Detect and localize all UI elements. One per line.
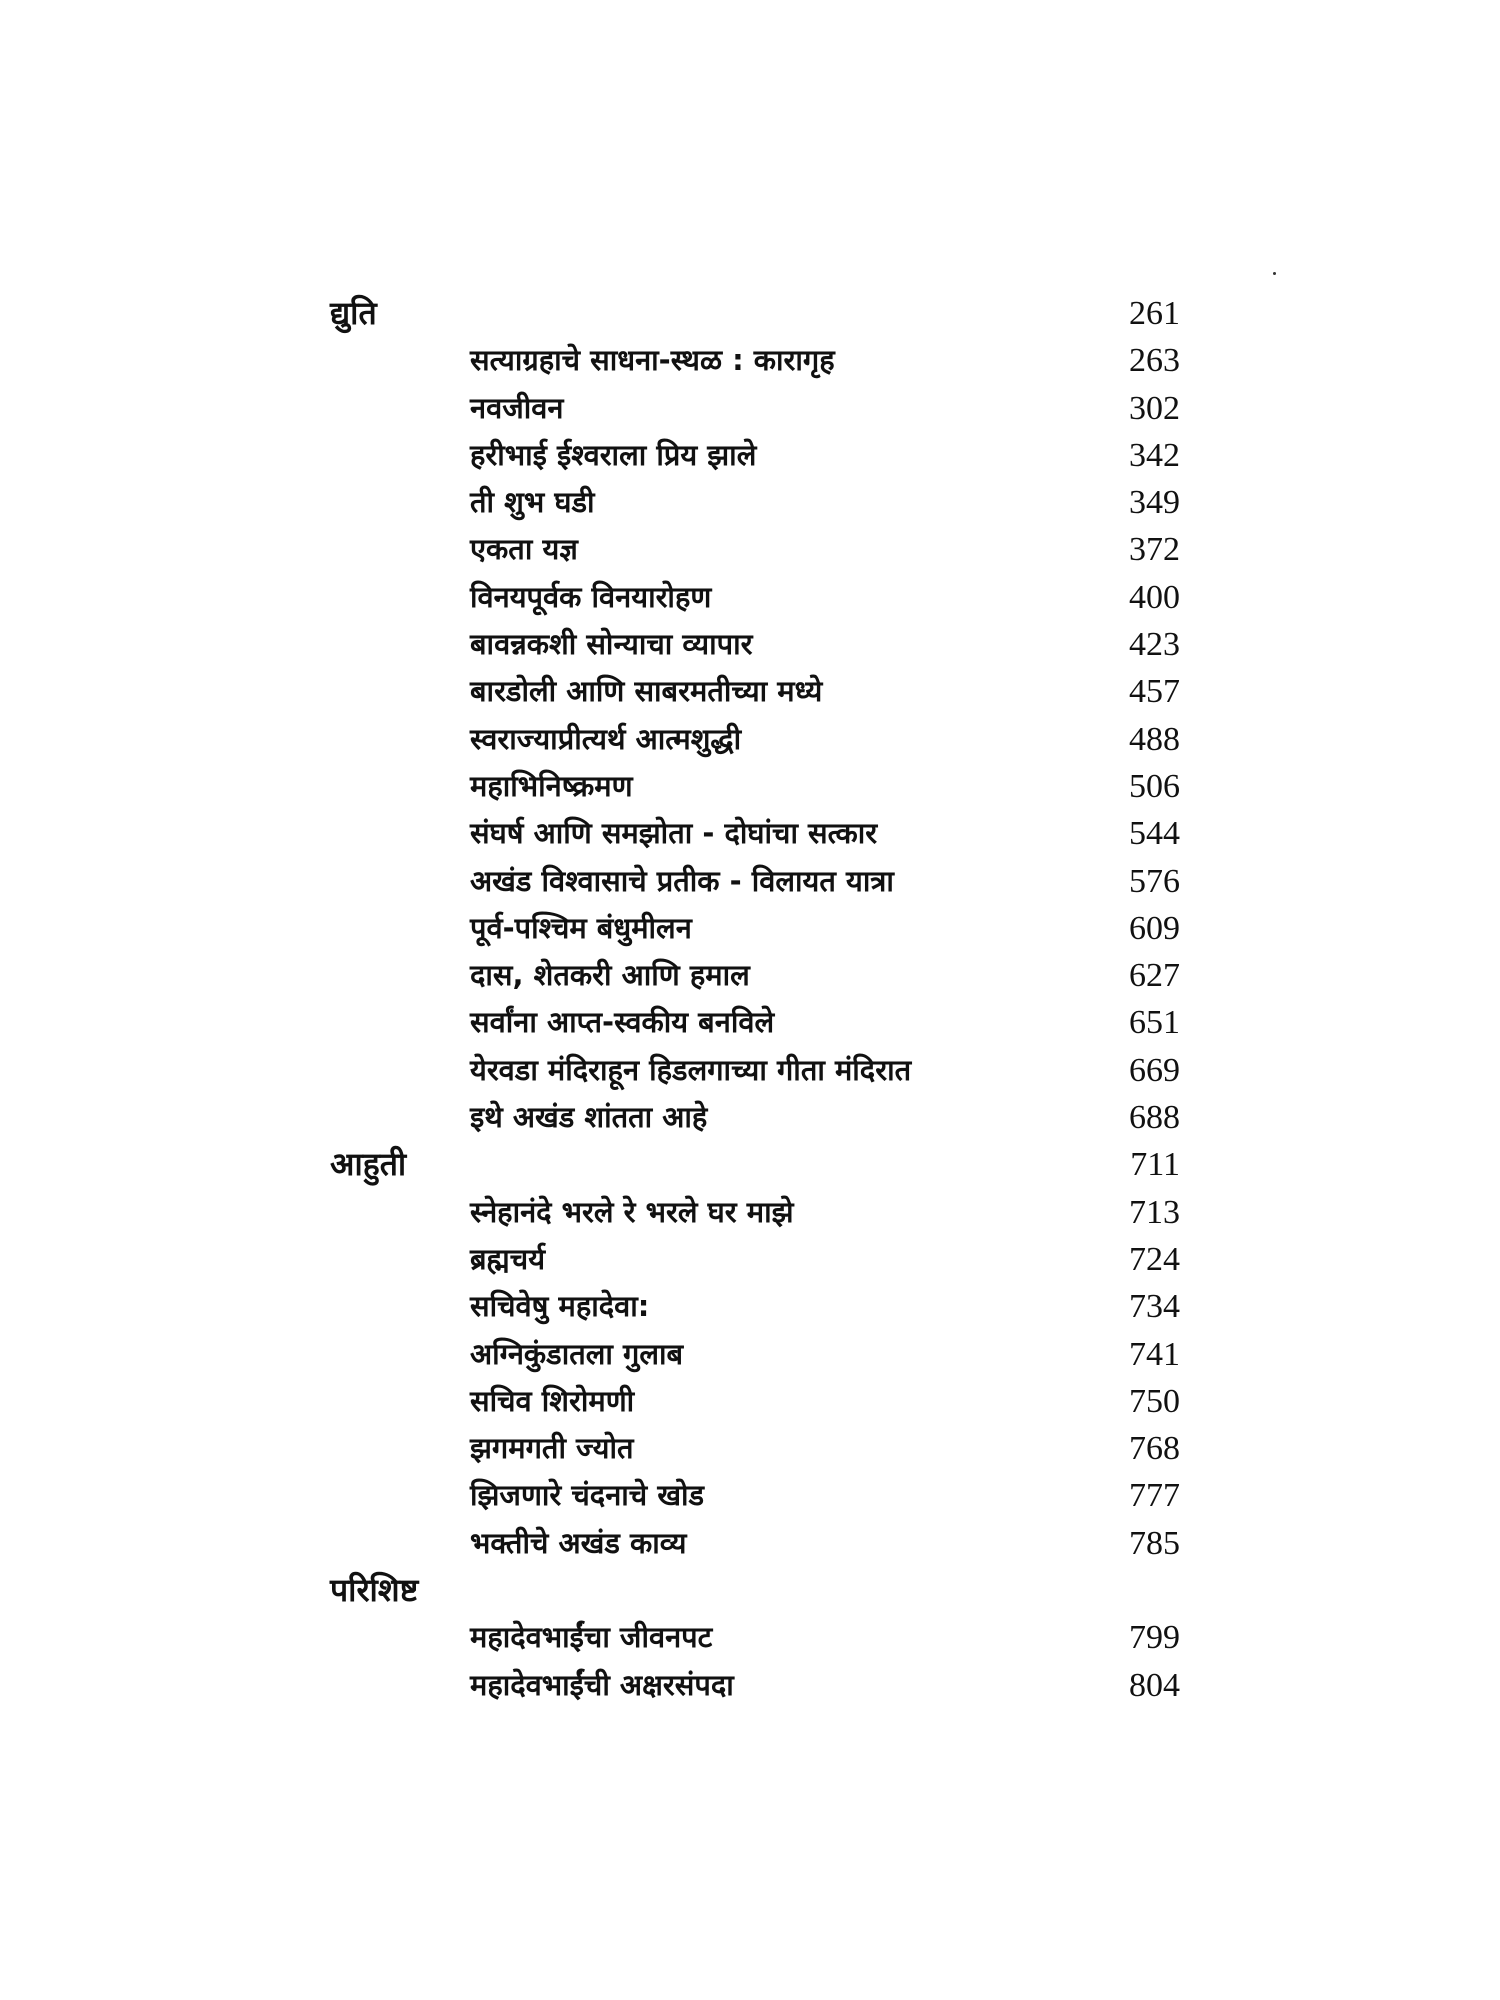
entry-page-number: 734 <box>1129 1288 1180 1326</box>
entry-page-number: 713 <box>1129 1193 1180 1231</box>
entry-title: भक्तीचे अखंड काव्य <box>470 1525 687 1560</box>
entry-title: महादेवभाईंची अक्षरसंपदा <box>470 1667 734 1702</box>
toc-entry <box>330 337 1180 384</box>
toc-entry <box>330 1425 1180 1472</box>
table-of-contents <box>330 290 1180 1709</box>
toc-entry <box>330 905 1180 952</box>
entry-page-number: 724 <box>1129 1240 1180 1278</box>
toc-entry <box>330 1189 1180 1236</box>
entry-title: स्वराज्याप्रीत्यर्थ आत्मशुद्धी <box>470 721 742 756</box>
entry-page-number: 302 <box>1129 389 1180 427</box>
toc-entry <box>330 574 1180 621</box>
entry-title: येरवडा मंदिराहून हिडलगाच्या गीता मंदिरात <box>470 1052 912 1087</box>
entry-page-number: 400 <box>1129 578 1180 616</box>
toc-entry <box>330 1472 1180 1519</box>
toc-entry <box>330 1520 1180 1567</box>
toc-entry <box>330 385 1180 432</box>
toc-entry <box>330 1662 1180 1709</box>
entry-title: महाभिनिष्क्रमण <box>470 768 633 803</box>
entry-page-number: 506 <box>1129 767 1180 805</box>
toc-entry <box>330 1378 1180 1425</box>
entry-page-number: 777 <box>1129 1477 1180 1515</box>
entry-title: झगमगती ज्योत <box>470 1431 634 1466</box>
toc-section-heading <box>330 290 1180 337</box>
entry-page-number: 804 <box>1129 1666 1180 1704</box>
entry-page-number: 349 <box>1129 484 1180 522</box>
entry-title: सचिव शिरोमणी <box>470 1383 635 1418</box>
entry-page-number: 651 <box>1129 1004 1180 1042</box>
toc-entry <box>330 999 1180 1046</box>
entry-page-number: 342 <box>1129 436 1180 474</box>
entry-page-number: 263 <box>1129 342 1180 380</box>
toc-entry <box>330 952 1180 999</box>
toc-entry <box>330 432 1180 479</box>
entry-page-number: 457 <box>1129 673 1180 711</box>
entry-title: सचिवेषु महादेवा: <box>470 1289 650 1324</box>
entry-page-number: 372 <box>1129 531 1180 569</box>
toc-entry <box>330 526 1180 573</box>
toc-section-heading <box>330 1567 1180 1614</box>
toc-entry <box>330 1236 1180 1283</box>
entry-page-number: 576 <box>1129 862 1180 900</box>
entry-title: पूर्व-पश्चिम बंधुमीलन <box>470 910 692 945</box>
entry-title: ब्रह्मचर्य <box>470 1241 546 1276</box>
entry-title: इथे अखंड शांतता आहे <box>470 1100 708 1135</box>
toc-entry <box>330 479 1180 526</box>
entry-page-number: 768 <box>1129 1430 1180 1468</box>
toc-entry <box>330 1614 1180 1661</box>
entry-title: हरीभाई ईश्वराला प्रिय झाले <box>470 437 757 472</box>
entry-title: एकता यज्ञ <box>470 532 578 567</box>
toc-entry <box>330 1331 1180 1378</box>
entry-title: स्नेहानंदे भरले रे भरले घर माझे <box>470 1194 794 1229</box>
section-title: परिशिष्ट <box>330 1571 419 1610</box>
toc-entry <box>330 1047 1180 1094</box>
section-page-number: 711 <box>1130 1146 1180 1184</box>
entry-title: नवजीवन <box>470 390 564 425</box>
toc-entry <box>330 668 1180 715</box>
entry-title: बारडोली आणि साबरमतीच्या मध्ये <box>470 674 823 709</box>
entry-page-number: 423 <box>1129 626 1180 664</box>
entry-page-number: 488 <box>1129 720 1180 758</box>
toc-entry <box>330 858 1180 905</box>
toc-entry <box>330 716 1180 763</box>
entry-title: संघर्ष आणि समझोता - दोघांचा सत्कार <box>470 816 878 851</box>
entry-page-number: 544 <box>1129 815 1180 853</box>
entry-title: सत्याग्रहाचे साधना-स्थळ : कारागृह <box>470 343 835 378</box>
entry-page-number: 609 <box>1129 909 1180 947</box>
toc-entry <box>330 763 1180 810</box>
entry-title: झिजणारे चंदनाचे खोड <box>470 1478 705 1513</box>
entry-page-number: 799 <box>1129 1619 1180 1657</box>
scan-speck <box>1273 272 1276 275</box>
section-title: आहुती <box>330 1145 407 1184</box>
entry-page-number: 688 <box>1129 1099 1180 1137</box>
toc-entry <box>330 621 1180 668</box>
section-title: द्युति <box>330 294 377 332</box>
entry-page-number: 785 <box>1129 1524 1180 1562</box>
entry-title: अखंड विश्वासाचे प्रतीक - विलायत यात्रा <box>470 863 894 898</box>
toc-entry <box>330 1283 1180 1330</box>
toc-entry <box>330 810 1180 857</box>
entry-title: सर्वांना आप्त-स्वकीय बनविले <box>470 1005 775 1040</box>
entry-page-number: 627 <box>1129 957 1180 995</box>
entry-page-number: 750 <box>1129 1382 1180 1420</box>
entry-title: अग्निकुंडातला गुलाब <box>470 1336 684 1371</box>
entry-title: दास, शेतकरी आणि हमाल <box>470 958 750 993</box>
toc-section-heading <box>330 1141 1180 1188</box>
entry-title: बावन्नकशी सोन्याचा व्यापार <box>470 627 753 662</box>
section-page-number: 261 <box>1129 295 1180 332</box>
toc-entry <box>330 1094 1180 1141</box>
entry-title: ती शुभ घडी <box>470 485 595 520</box>
entry-title: महादेवभाईंचा जीवनपट <box>470 1620 713 1655</box>
entry-title: विनयपूर्वक विनयारोहण <box>470 579 712 614</box>
entry-page-number: 741 <box>1129 1335 1180 1373</box>
entry-page-number: 669 <box>1129 1051 1180 1089</box>
